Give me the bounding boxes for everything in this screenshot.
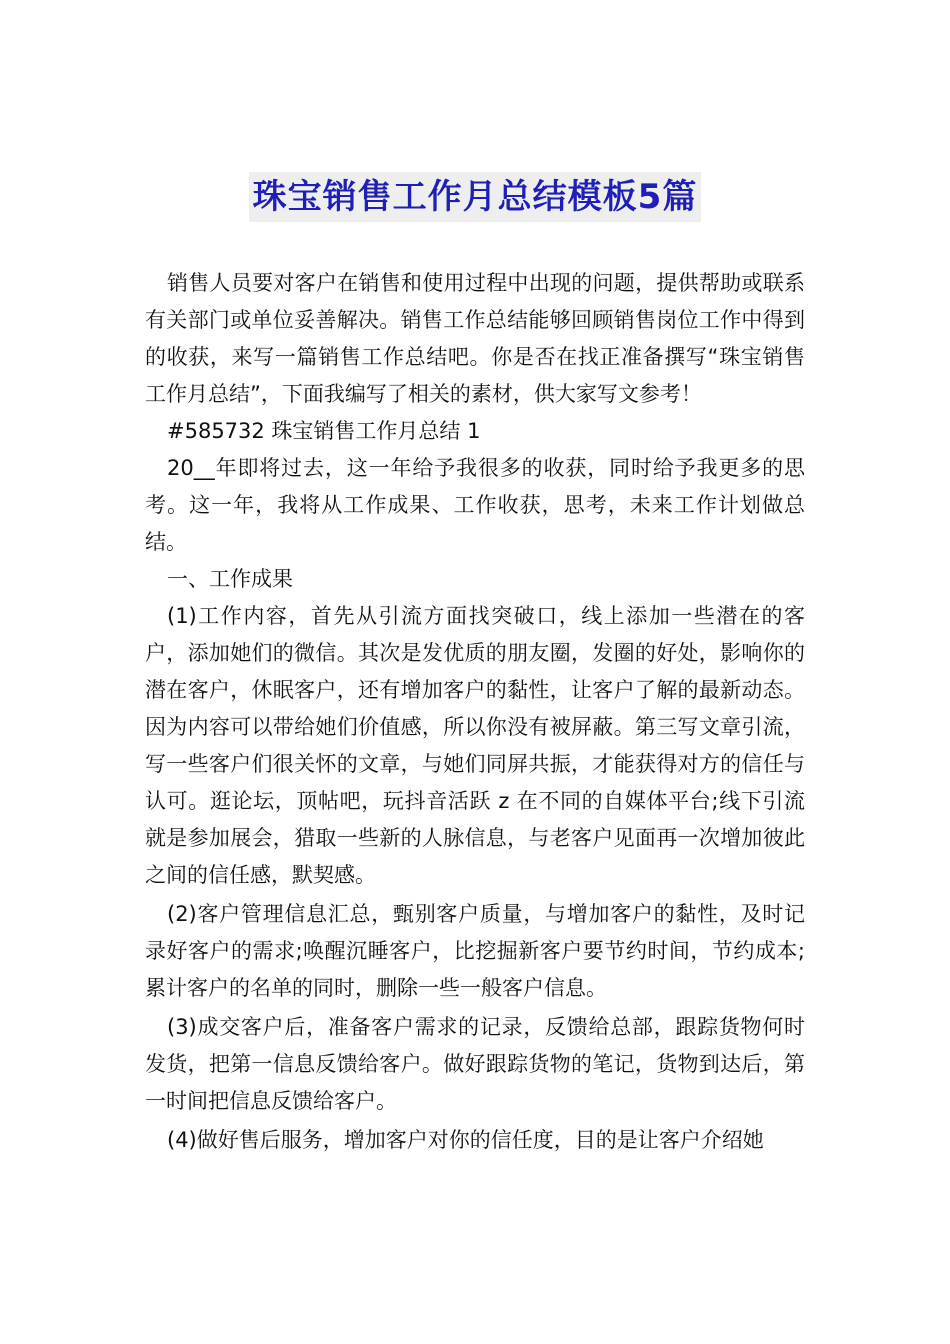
subheading: 一、工作成果 [167, 567, 293, 591]
document-body [145, 265, 805, 1159]
intro-paragraph: 销售人员要对客户在销售和使用过程中出现的问题，提供帮助或联系有关部门或单位妥善解决。销售工作总结能够回顾销售岗位工作中得到的收获，来写一篇销售工作总结吧。你是否在找正准备撰写“珠宝销售工作月总结”，下面我编写了相关的素材，供大家写文参考！ [145, 271, 805, 406]
section-heading: #585732 珠宝销售工作月总结 1 [167, 419, 481, 443]
body-paragraph: (4)做好售后服务，增加客户对你的信任度，目的是让客户介绍她 [167, 1128, 764, 1152]
title-area [0, 172, 950, 222]
body-paragraph: (2)客户管理信息汇总，甄别客户质量，与增加客户的黏性，及时记录好客户的需求;唤醒沉睡客户，比挖掘新客户要节约时间，节约成本;累计客户的名单的同时，删除一些一般客户信息。 [145, 902, 805, 1000]
body-paragraph: 20__年即将过去，这一年给予我很多的收获，同时给予我更多的思考。这一年，我将从工作成果、工作收获，思考，未来工作计划做总结。 [145, 456, 805, 554]
body-paragraph: (1)工作内容，首先从引流方面找突破口，线上添加一些潜在的客户，添加她们的微信。其次是发优质的朋友圈，发圈的好处，影响你的潜在客户，休眠客户，还有增加客户的黏性，让客户了解的最新动态。因为内容可以带给她们价值感，所以你没有被屏蔽。第三写文章引流，写一些客户们很关怀的文章，与她们同屏共振，才能获得对方的信任与认可。逛论坛，顶帖吧，玩抖音活跃 z 在不同的自媒体平台;线下引流就是参加展会，猎取一些新的人脉信息，与老客户见面再一次增加彼此之间的信任感，默契感。 [145, 604, 805, 887]
body-paragraph: (3)成交客户后，准备客户需求的记录，反馈给总部，跟踪货物何时发货，把第一信息反馈给客户。做好跟踪货物的笔记，货物到达后，第一时间把信息反馈给客户。 [145, 1015, 805, 1113]
document-title: 珠宝销售工作月总结模板5篇 [249, 172, 702, 222]
